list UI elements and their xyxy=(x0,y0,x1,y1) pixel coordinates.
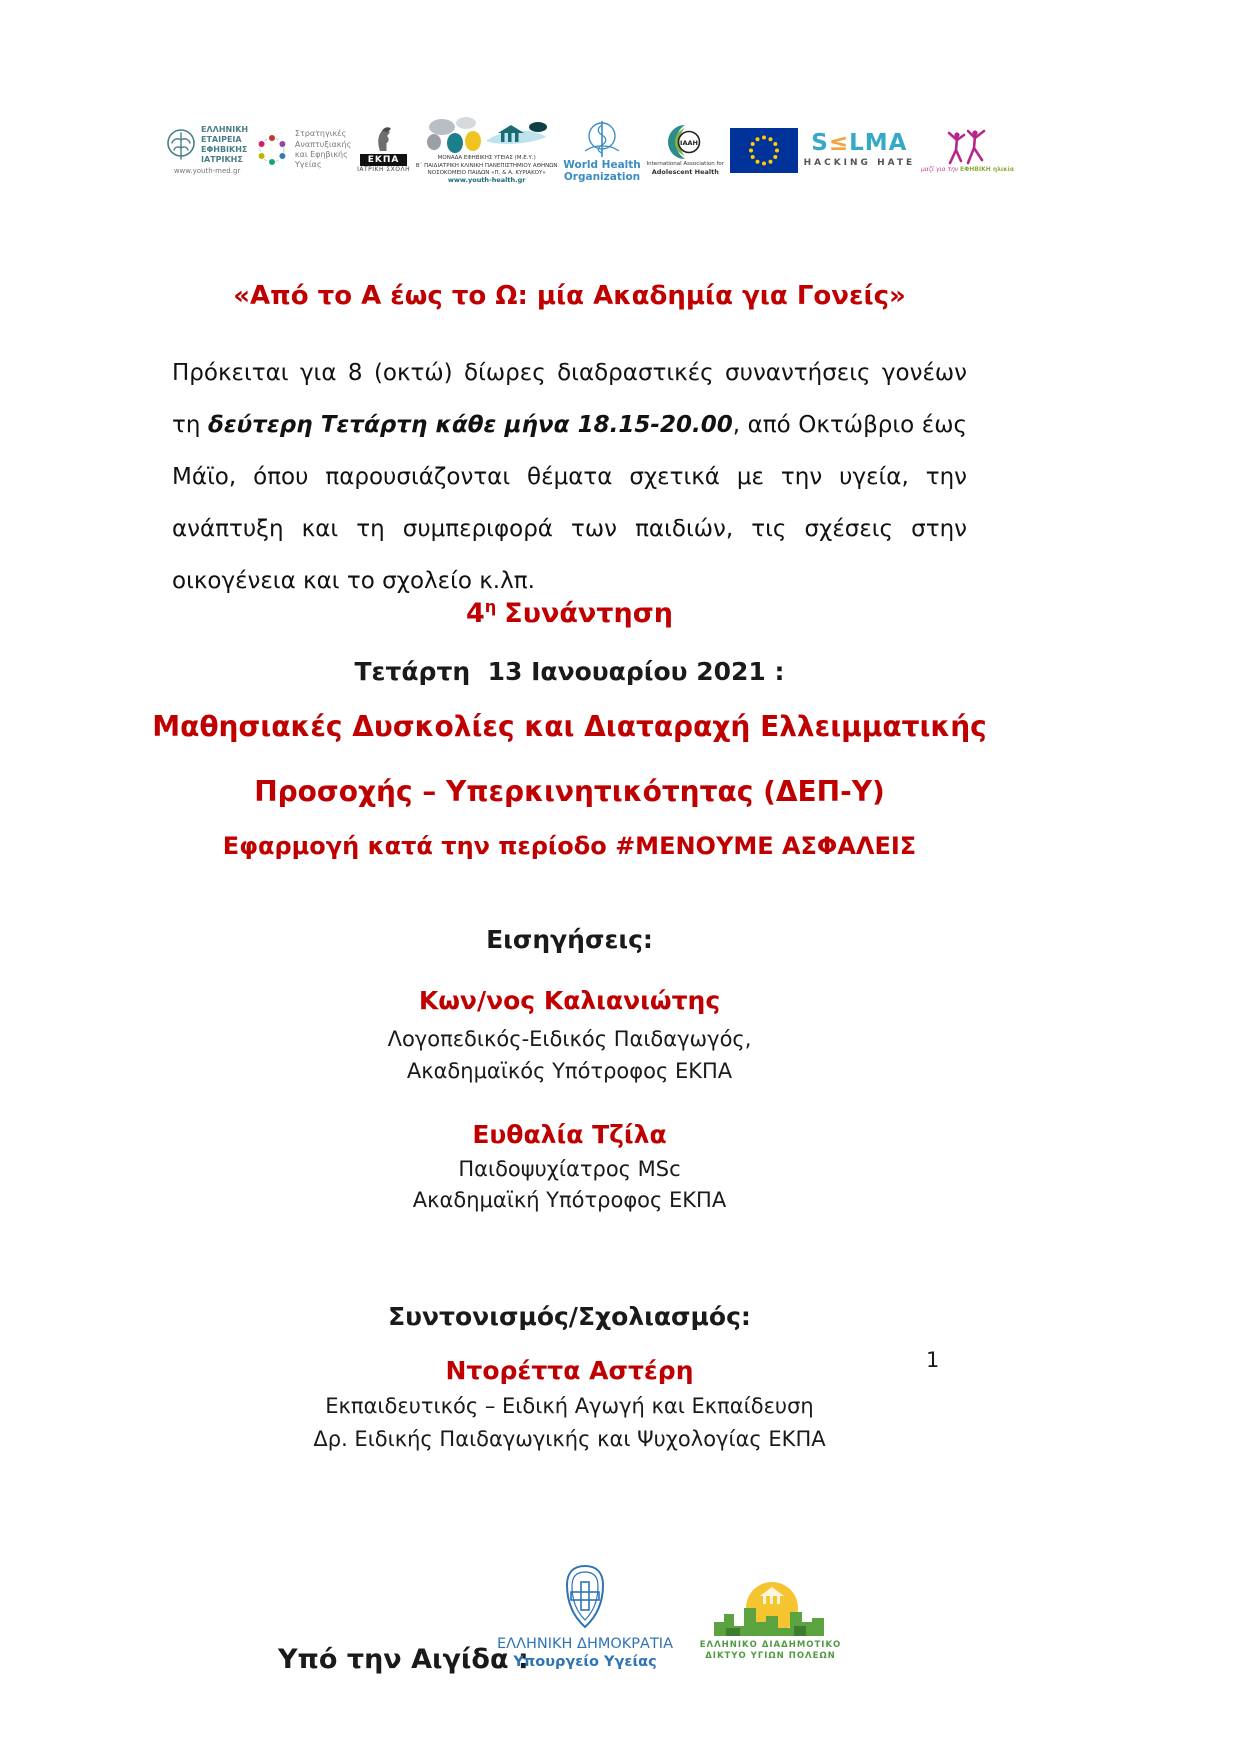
speaker-1-role-2: Ακαδημαϊκός Υπότροφος ΕΚΠΑ xyxy=(406,1059,733,1083)
topic-subtitle: Εφαρμογή κατά την περίοδο #ΜΕΝΟΥΜΕ ΑΣΦΑΛΕΙΣ xyxy=(222,832,917,860)
logo-text: World Health xyxy=(563,158,641,171)
ministry-line-2: Υπουργείο Υγείας xyxy=(513,1654,657,1670)
logo-text: Στρατηγικές xyxy=(294,129,347,139)
logo-eu-flag xyxy=(730,128,798,173)
colored-dots-circle-icon xyxy=(254,132,290,168)
logo-text: ΕΦΗΒΙΚΗΣ xyxy=(201,144,248,154)
svg-text:IAAH: IAAH xyxy=(680,139,699,148)
logo-text: Αναπτυξιακής xyxy=(294,139,352,149)
speaker-2-roles xyxy=(172,1154,967,1216)
meeting-number-heading: $4^\eta$ Συνάντηση xyxy=(465,597,674,629)
who-emblem-icon xyxy=(581,117,623,159)
moderator-roles xyxy=(172,1390,967,1456)
speaker-1-role-1: Λογοπεδικός-Ειδικός Παιδαγωγός, xyxy=(387,1027,752,1051)
healthy-cities-icon xyxy=(706,1578,836,1640)
logo-text: ΙΑΤΡΙΚΗΣ xyxy=(201,154,243,164)
speaker-1-roles xyxy=(172,1023,967,1087)
logo-ministry-of-health xyxy=(495,1562,675,1670)
iaah-crescent-icon xyxy=(665,123,705,161)
logo-text: Adolescent Health xyxy=(651,168,719,177)
athena-head-icon xyxy=(373,126,395,152)
together-caption: μαζί για την ΕΦΗΒΙΚΗ ηλικία xyxy=(920,166,1014,173)
moderator-name: Ντορέττα Αστέρη xyxy=(445,1356,694,1385)
speaker-1-name: Κων/νος Καλιανιώτης xyxy=(418,986,721,1015)
logo-text: ΕΤΑΙΡΕΙΑ xyxy=(201,134,242,144)
logo-text: Β΄ ΠΑΙΔΙΑΤΡΙΚΗ ΚΛΙΝΙΚΗ ΠΑΝΕΠΙΣΤΗΜΙΟΥ ΑΘΗΝΩΝ xyxy=(415,162,558,169)
ordinal-suffix: η xyxy=(484,597,497,616)
logo-world-health-organization xyxy=(563,117,640,183)
selma-e-glyph: ≤ xyxy=(828,129,850,156)
youth-med-url: www.youth-med.gr xyxy=(173,166,241,175)
intro-paragraph xyxy=(172,347,967,607)
moderator-role-2: Δρ. Ειδικής Παιδαγωγικής και Ψυχολογίας ΕΚΠΑ xyxy=(313,1427,826,1451)
logo-ekpa-medical-school xyxy=(357,126,410,174)
speaker-2-role-1: Παιδοψυχίατρος MSc xyxy=(458,1157,681,1181)
network-line-1: ΕΛΛΗΝΙΚΟ ΔΙΑΔΗΜΟΤΙΚΟ xyxy=(699,1640,842,1650)
network-line-2: ΔΙΚΤΥΟ ΥΓΙΩΝ ΠΟΛΕΩΝ xyxy=(705,1651,836,1662)
hellenic-republic-emblem-icon xyxy=(557,1562,613,1632)
logo-text: Υγείας xyxy=(294,160,322,170)
youth-health-url: www.youth-health.gr xyxy=(447,176,526,185)
logo-text: ΕΛΛΗΝΙΚΗ xyxy=(201,124,249,134)
logo-healthy-cities-network xyxy=(688,1578,853,1663)
ekpa-acronym: ΕΚΠΑ xyxy=(360,154,408,166)
speaker-2-name: Ευθαλία Τζίλα xyxy=(472,1120,667,1149)
logo-developmental-adolescent-health-strategies xyxy=(254,129,351,171)
logo-text: και Εφηβικής xyxy=(294,150,348,159)
adolescent-medicine-tree-icon xyxy=(166,128,196,162)
meeting-date: Τετάρτη 13 Ιανουαρίου 2021 : xyxy=(354,657,785,686)
logo-hellenic-society-adolescent-medicine xyxy=(166,125,248,175)
logo-text: International Association for xyxy=(646,161,725,168)
logo-text: ΜΟΝΑΔΑ ΕΦΗΒΙΚΗΣ ΥΓΕΙΑΣ (Μ.Ε.Υ.) xyxy=(437,155,536,162)
ekpa-school-label: ΙΑΤΡΙΚΗ ΣΧΟΛΗ xyxy=(357,166,411,174)
intro-part1: Πρόκειται για 8 (οκτώ) δίωρες διαδραστικές συναντήσεις γονέων τη xyxy=(172,360,967,438)
logo-together-for-adolescence xyxy=(921,127,1014,173)
speaker-2-role-2: Ακαδημαϊκή Υπότροφος ΕΚΠΑ xyxy=(412,1188,727,1212)
topic-line-1: Μαθησιακές Δυσκολίες και Διαταραχή Ελλειμματικής xyxy=(152,710,987,743)
logo-text: ΝΟΣΟΚΟΜΕΙΟ ΠΑΙΔΩΝ «Π. & Α. ΚΥΡΙΑΚΟΥ» xyxy=(427,169,546,176)
topic-line-2: Προσοχής – Υπερκινητικότητας (ΔΕΠ-Υ) xyxy=(254,775,885,808)
selma-tagline: HACKING HATE xyxy=(803,157,916,168)
document-title: «Από το Α έως το Ω: μία Ακαδημία για Γονείς» xyxy=(233,281,906,311)
selma-wordmark: S≤LMA xyxy=(811,129,908,156)
logo-text: Organization xyxy=(563,171,641,183)
adolescent-health-unit-collage-icon xyxy=(426,115,548,155)
moderator-role-1: Εκπαιδευτικός – Ειδική Αγωγή και Εκπαίδευση xyxy=(325,1394,814,1418)
logo-iaah xyxy=(647,123,724,177)
aegis-label: Υπό την Αιγίδα : xyxy=(278,1644,529,1675)
meeting-label: Συνάντηση xyxy=(504,598,674,629)
logo-selma xyxy=(803,129,916,168)
speakers-heading: Εισηγήσεις: xyxy=(486,925,653,954)
eu-flag-icon xyxy=(730,128,798,173)
page-number: 1 xyxy=(926,1348,940,1372)
moderation-heading: Συντονισμός/Σχολιασμός: xyxy=(388,1302,751,1331)
logo-adolescent-health-unit xyxy=(416,115,558,185)
ministry-line-1: ΕΛΛΗΝΙΚΗ ΔΗΜΟΚΡΑΤΙΑ xyxy=(496,1636,674,1652)
intro-schedule-bold: δεύτερη Τετάρτη κάθε μήνα 18.15-20.00 xyxy=(208,412,733,438)
dancing-figures-icon xyxy=(942,127,992,167)
header-logo-strip xyxy=(166,104,1014,196)
intro-part2: , από Οκτώβριο έως Μάϊο, όπου παρουσιάζονται θέματα σχετικά με την υγεία, την ανάπτυξη και τη συμπεριφορά των παιδιών, τις σχέσεις στην οικογένεια και το σχολείο κ.λπ. xyxy=(172,412,967,594)
